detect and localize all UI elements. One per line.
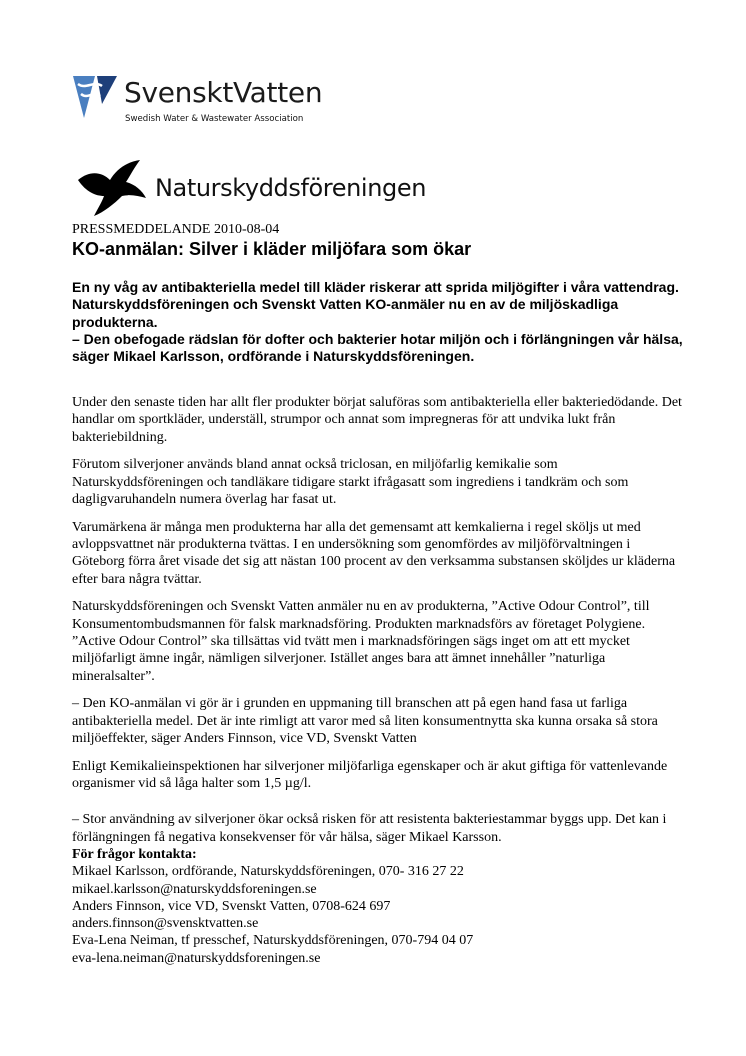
body-paragraph: Enligt Kemikalieinspektionen har silverjoner miljöfarliga egenskaper och är akut giftiga för vattenlevande organismer vid så låga halter som 1,5 µg/l. (72, 758, 668, 792)
contact-email[interactable]: mikael.karlsson@naturskyddsforeningen.se (72, 881, 317, 897)
svenskt-vatten-logo (72, 74, 332, 130)
press-release-date: PRESSMEDDELANDE 2010-08-04 (72, 222, 280, 237)
body-paragraph: – Den KO-anmälan vi gör är i grunden en uppmaning till branschen att på egen hand fasa ut farliga antibakteriella medel. Det är inte rimligt att varor med så liten konsumentnytta ska kunna orsaka så stora miljöeffekter, säger Anders Finnson, vice VD, Svenskt Vatten (72, 696, 658, 747)
contact-line: Eva-Lena Neiman, tf presschef, Naturskyddsföreningen, 070-794 04 07 (72, 933, 474, 949)
contact-heading: För frågor kontakta: (72, 847, 197, 862)
lead-quote: – Den obefogade rädslan för dofter och bakterier hotar miljön och i förlängningen vår hälsa, säger Mikael Karlsson, ordförande i Naturskyddsföreningen. (72, 330, 683, 365)
body-paragraph: – Stor användning av silverjoner ökar också risken för att resistenta bakteriestammar byggs upp. Det kan i förlängningen få negativa konsekvenser för vår hälsa, säger Mikael Karsson. (72, 812, 667, 845)
naturskyddsforeningen-wordmark: Naturskyddsföreningen (155, 174, 427, 202)
body-paragraph: Förutom silverjoner används bland annat också triclosan, en miljöfarlig kemikalie som Naturskyddsföreningen och tandläkare tidigare starkt ifrågasatt som ingrediens i tandkräm och som dagligvaruhandeln numera överlag har fasat ut. (72, 457, 629, 507)
contact-section (72, 846, 473, 967)
water-drop-icon (72, 74, 118, 120)
svenskt-vatten-tagline: Swedish Water & Wastewater Association (125, 114, 304, 124)
svenskt-vatten-wordmark: SvensktVatten (124, 76, 323, 109)
article-body (72, 394, 684, 857)
bird-icon (76, 158, 148, 218)
body-paragraph: Under den senaste tiden har allt fler produkter börjat saluföras som antibakteriella eller bakteriedödande. Det handlar om sportkläder, underställ, strumpor och annat som impregneras för att undvika lukt från bakteriebildning. (72, 395, 682, 445)
naturskyddsforeningen-logo (76, 158, 436, 218)
contact-line: Anders Finnson, vice VD, Svenskt Vatten, 0708-624 697 (72, 898, 391, 914)
body-paragraph: Naturskyddsföreningen och Svenskt Vatten anmäler nu en av produkterna, ”Active Odour Control”, till Konsumentombudsmannen för falsk marknadsföring. Produkten marknadsförs av företaget Polygiene. ”Active Odour Control” ska tillsättas vid tvätt men i marknadsföringen sägs inget om att ett mycket miljöfarligt ämne ingår, nämligen silverjoner. Istället anges bara att ämnet innehåller ”naturliga mineralsalter”. (72, 599, 650, 684)
contact-email[interactable]: eva-lena.neiman@naturskyddsforeningen.se (72, 950, 321, 966)
contact-email[interactable]: anders.finnson@svensktvatten.se (72, 916, 259, 932)
body-paragraph: Varumärkena är många men produkterna har alla det gemensamt att kemkalierna i regel sköljs ut med avloppsvattnet när produkterna tvättas. I en undersökning som genomfördes av miljöförvaltningen i Göteborg förra året visade det sig att nästan 100 procent av den verksamma substansen sköljdes ur kläderna efter bara några tvättar. (72, 519, 676, 587)
page-title: KO-anmälan: Silver i kläder miljöfara som ökar (72, 239, 472, 259)
lead-text: En ny våg av antibakteriella medel till kläder riskerar att sprida miljögifter i våra vattendrag. Naturskyddsföreningen och Svenskt Vatten KO-anmäler nu en av de miljöskadliga produkterna. (72, 279, 679, 330)
lead-paragraph (72, 279, 692, 365)
contact-line: Mikael Karlsson, ordförande, Naturskyddsföreningen, 070- 316 27 22 (72, 864, 464, 880)
